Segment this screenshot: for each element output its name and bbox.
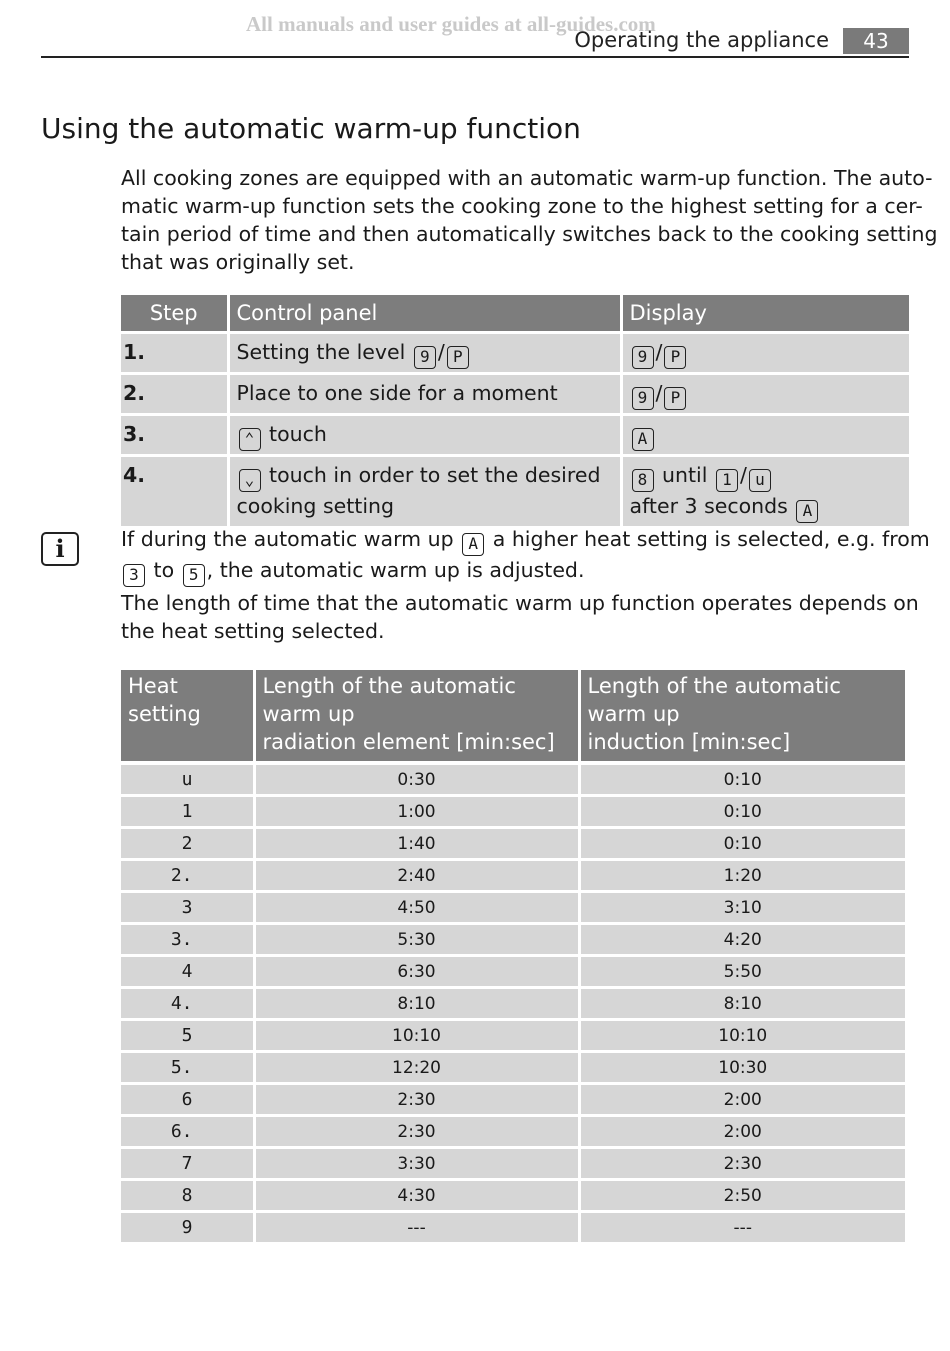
step-row (121, 415, 909, 456)
heat-level-cell: 6. (121, 1116, 254, 1148)
header-line: Heat (128, 674, 178, 698)
heat-level-cell: 2. (121, 860, 254, 892)
heat-level-cell: 5 (121, 1020, 254, 1052)
note-line (121, 525, 930, 556)
display-symbol: 1 (716, 469, 738, 492)
table-row (121, 988, 905, 1020)
table-row (121, 924, 905, 956)
display-cell (621, 415, 909, 456)
table-row (121, 956, 905, 988)
induction-time-cell: 2:00 (579, 1084, 905, 1116)
heat-level-cell: 3. (121, 924, 254, 956)
note-text: If during the automatic warm up (121, 527, 454, 551)
display-text: after 3 seconds (629, 494, 788, 518)
display-symbol: P (664, 387, 686, 410)
table-row (121, 860, 905, 892)
display-text: until (662, 463, 708, 487)
induction-time-cell: 0:10 (579, 828, 905, 860)
heat-level-cell: 8 (121, 1180, 254, 1212)
induction-time-cell: 1:20 (579, 860, 905, 892)
radiation-time-cell: 0:30 (254, 763, 579, 796)
intro-line: that was originally set. (121, 250, 355, 274)
induction-time-cell: 2:50 (579, 1180, 905, 1212)
induction-time-cell: 2:30 (579, 1148, 905, 1180)
radiation-time-cell: 12:20 (254, 1052, 579, 1084)
separator: / (655, 381, 663, 405)
induction-time-cell: --- (579, 1212, 905, 1244)
step-row (121, 456, 909, 528)
induction-time-cell: 0:10 (579, 796, 905, 828)
intro-line: matic warm-up function sets the cooking zone to the highest setting for a cer- (121, 194, 923, 218)
table-row (121, 1084, 905, 1116)
display-symbol: 9 (632, 346, 654, 369)
display-symbol: A (462, 533, 484, 556)
radiation-time-cell: --- (254, 1212, 579, 1244)
display-symbol: 5 (183, 564, 205, 587)
display-symbol: 9 (414, 346, 436, 369)
control-cell (228, 333, 621, 374)
note-text: , the automatic warm up is adjusted. (206, 558, 585, 582)
header-line: warm up (262, 702, 355, 726)
step-number: 4. (121, 456, 228, 528)
duration-paragraph (121, 589, 919, 645)
induction-time-cell: 2:00 (579, 1116, 905, 1148)
display-cell (621, 374, 909, 415)
intro-paragraph (121, 164, 938, 276)
header-line: radiation element [min:sec] (262, 730, 555, 754)
header-control-panel: Control panel (228, 295, 621, 333)
induction-time-cell: 8:10 (579, 988, 905, 1020)
step-number: 1. (121, 333, 228, 374)
heat-setting-table (121, 670, 905, 1245)
control-text: cooking setting (236, 494, 395, 518)
control-cell (228, 456, 621, 528)
header-line: warm up (587, 702, 680, 726)
chevron-down-icon: ⌄ (239, 469, 261, 492)
table-row (121, 892, 905, 924)
radiation-time-cell: 4:50 (254, 892, 579, 924)
watermark: All manuals and user guides at all-guides.com (246, 12, 656, 36)
header-rule (41, 56, 909, 58)
display-symbol: A (632, 428, 654, 451)
step-row (121, 374, 909, 415)
heat-level-cell: 4. (121, 988, 254, 1020)
induction-time-cell: 10:10 (579, 1020, 905, 1052)
display-cell (621, 333, 909, 374)
radiation-time-cell: 5:30 (254, 924, 579, 956)
control-text: touch (269, 422, 327, 446)
intro-line: All cooking zones are equipped with an automatic warm-up function. The auto- (121, 166, 933, 190)
induction-time-cell: 10:30 (579, 1052, 905, 1084)
radiation-time-cell: 2:40 (254, 860, 579, 892)
header-heat-setting (121, 670, 254, 763)
table-row (121, 1020, 905, 1052)
control-cell (228, 415, 621, 456)
radiation-time-cell: 3:30 (254, 1148, 579, 1180)
note-text: a higher heat setting is selected, e.g. from (492, 527, 930, 551)
heat-level-cell: 9 (121, 1212, 254, 1244)
page-number: 43 (843, 28, 909, 54)
induction-time-cell: 0:10 (579, 763, 905, 796)
step-row (121, 333, 909, 374)
heat-level-cell: 5. (121, 1052, 254, 1084)
header-line: Length of the automatic (587, 674, 841, 698)
table-row (121, 1148, 905, 1180)
step-number: 3. (121, 415, 228, 456)
table-row (121, 1212, 905, 1244)
page-title: Using the automatic warm-up function (41, 112, 581, 145)
heat-level-cell: 2 (121, 828, 254, 860)
control-text: Place to one side for a moment (236, 381, 558, 405)
separator: / (739, 463, 747, 487)
table-row (121, 1116, 905, 1148)
display-symbol: P (664, 346, 686, 369)
heat-level-cell: 6 (121, 1084, 254, 1116)
header-line: induction [min:sec] (587, 730, 791, 754)
separator: / (437, 340, 445, 364)
control-cell (228, 374, 621, 415)
induction-time-cell: 3:10 (579, 892, 905, 924)
header-display: Display (621, 295, 909, 333)
header-induction (579, 670, 905, 763)
table-row (121, 1052, 905, 1084)
display-symbol: u (749, 469, 771, 492)
radiation-time-cell: 8:10 (254, 988, 579, 1020)
radiation-time-cell: 1:00 (254, 796, 579, 828)
heat-level-cell: 1 (121, 796, 254, 828)
heat-level-cell: 3 (121, 892, 254, 924)
intro-line: tain period of time and then automatically switches back to the cooking setting (121, 222, 938, 246)
radiation-time-cell: 4:30 (254, 1180, 579, 1212)
heat-header-row (121, 670, 905, 763)
heat-level-cell: u (121, 763, 254, 796)
radiation-time-cell: 6:30 (254, 956, 579, 988)
duration-line: The length of time that the automatic warm up function operates depends on (121, 591, 919, 615)
display-symbol: 3 (123, 564, 145, 587)
header-radiation (254, 670, 579, 763)
note-text: to (153, 558, 175, 582)
display-symbol: 9 (632, 387, 654, 410)
table-row (121, 1180, 905, 1212)
note-line (121, 556, 911, 587)
header-step: Step (121, 295, 228, 333)
table-row (121, 796, 905, 828)
induction-time-cell: 4:20 (579, 924, 905, 956)
display-cell (621, 456, 909, 528)
radiation-time-cell: 1:40 (254, 828, 579, 860)
display-symbol: A (796, 500, 818, 523)
duration-line: the heat setting selected. (121, 619, 385, 643)
control-text: touch in order to set the desired (269, 463, 601, 487)
radiation-time-cell: 2:30 (254, 1084, 579, 1116)
induction-time-cell: 5:50 (579, 956, 905, 988)
header-line: setting (128, 702, 201, 726)
steps-table (121, 295, 909, 529)
heat-level-cell: 7 (121, 1148, 254, 1180)
steps-header-row (121, 295, 909, 333)
header-line: Length of the automatic (262, 674, 516, 698)
radiation-time-cell: 10:10 (254, 1020, 579, 1052)
chevron-up-icon: ⌃ (239, 428, 261, 451)
display-symbol: 8 (632, 469, 654, 492)
separator: / (655, 340, 663, 364)
table-row (121, 763, 905, 796)
table-row (121, 828, 905, 860)
info-icon: i (41, 532, 79, 566)
heat-level-cell: 4 (121, 956, 254, 988)
control-text: Setting the level (236, 340, 406, 364)
display-symbol: P (447, 346, 469, 369)
step-number: 2. (121, 374, 228, 415)
radiation-time-cell: 2:30 (254, 1116, 579, 1148)
section-header: Operating the appliance (574, 28, 829, 52)
note-paragraph (121, 525, 930, 587)
